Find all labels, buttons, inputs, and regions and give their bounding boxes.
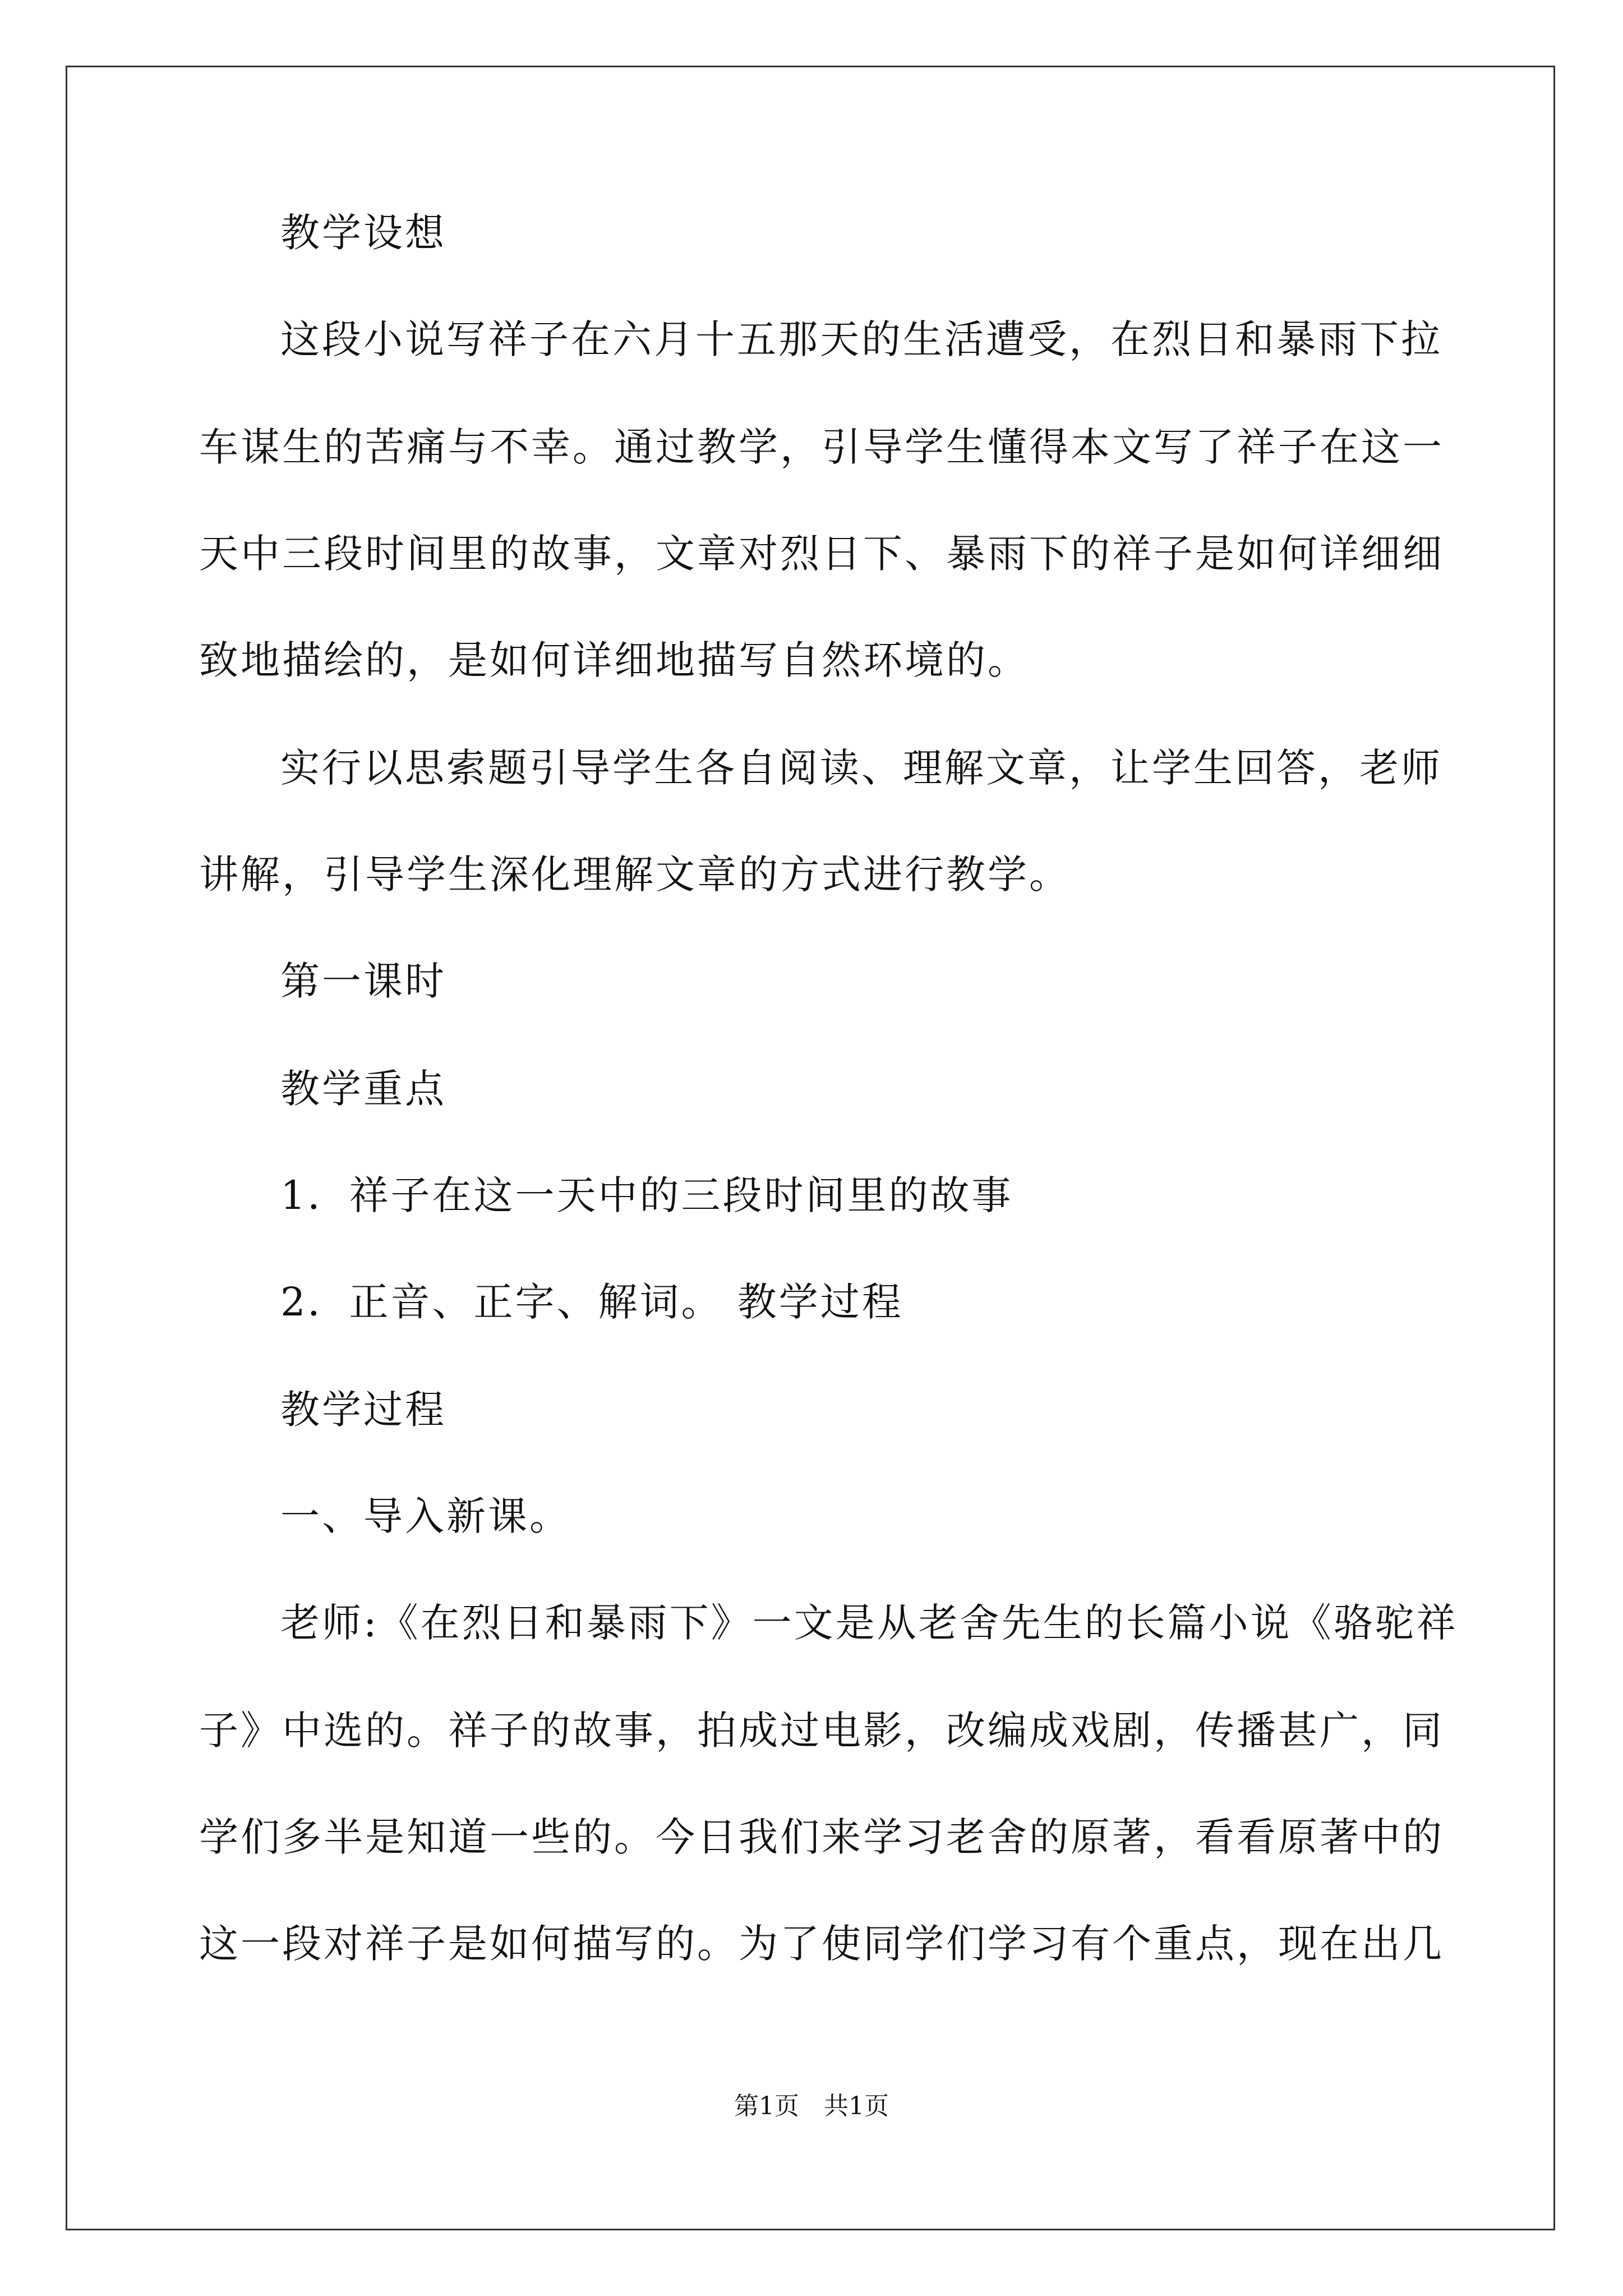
page-border	[66, 66, 1555, 2230]
heading-first-lesson: 第一课时	[280, 958, 446, 1004]
paragraph-line: 子》中选的。祥子的故事，拍成过电影，改编成戏剧，传播甚广，同	[199, 1708, 1444, 1754]
paragraph-line: 这一段对祥子是如何描写的。为了使同学们学习有个重点，现在出几	[199, 1921, 1444, 1967]
paragraph-line: 讲解，引导学生深化理解文章的方式进行教学。	[199, 852, 1071, 898]
paragraph-line: 这段小说写祥子在六月十五那天的生活遭受，在烈日和暴雨下拉	[280, 316, 1442, 362]
paragraph-line: 天中三段时间里的故事，文章对烈日下、暴雨下的祥子是如何详细细	[199, 531, 1444, 577]
heading-teaching-concept: 教学设想	[280, 210, 446, 256]
heading-section-intro: 一、导入新课。	[280, 1493, 571, 1539]
paragraph-line: 老师:《在烈日和暴雨下》一文是从老舍先生的长篇小说《骆驼祥	[280, 1600, 1458, 1646]
heading-teaching-focus: 教学重点	[280, 1066, 446, 1112]
list-item: 1．祥子在这一天中的三段时间里的故事	[280, 1172, 1013, 1218]
page-number-footer: 第1页 共1页	[734, 2092, 889, 2120]
list-item: 2．正音、正字、解词。 教学过程	[280, 1279, 903, 1325]
heading-teaching-process: 教学过程	[280, 1387, 446, 1433]
paragraph-line: 实行以思索题引导学生各自阅读、理解文章，让学生回答，老师	[280, 745, 1442, 791]
paragraph-line: 车谋生的苦痛与不幸。通过教学，引导学生懂得本文写了祥子在这一	[199, 424, 1444, 470]
paragraph-line: 致地描绘的，是如何详细地描写自然环境的。	[199, 637, 1029, 683]
paragraph-line: 学们多半是知道一些的。今日我们来学习老舍的原著，看看原著中的	[199, 1814, 1444, 1860]
